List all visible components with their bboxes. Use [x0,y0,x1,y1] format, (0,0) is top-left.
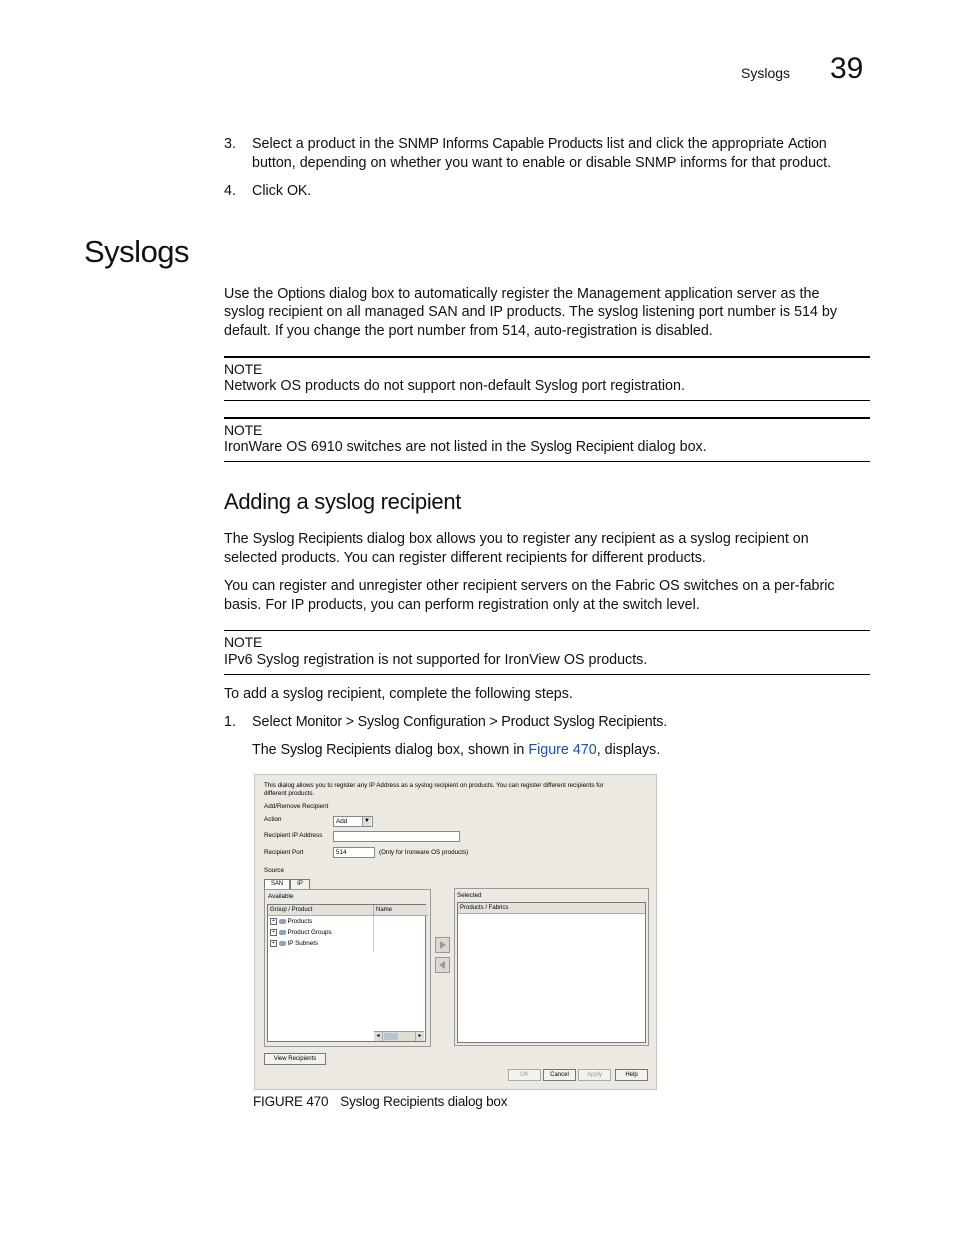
step-1-text: Select Monitor > Syslog Configuration > Product Syslog Recipients. [252,714,668,730]
arrow-right-icon [440,941,446,949]
col-products-fabrics[interactable]: Products / Fabrics [458,903,645,914]
note3-label: NOTE [224,634,263,650]
horizontal-scrollbar[interactable] [374,1031,424,1041]
scroll-left-icon[interactable]: ◂ [374,1032,383,1041]
note2-bottom-rule [224,461,870,462]
note1-bottom-rule [224,400,870,401]
tab-san[interactable]: SAN [264,879,290,890]
group-folder-icon [279,930,286,935]
syslog-recipients-term: Syslog Recipients [252,531,363,547]
step-3-number: 3. [224,136,236,152]
subsection-title: Adding a syslog recipient [224,489,462,514]
scroll-right-icon[interactable]: ▸ [415,1032,424,1041]
menu-path-term: Monitor > Syslog Configuration > Product Syslog Recipients [295,714,664,730]
para1-line2: selected products. You can register different recipients for different products. [224,550,706,566]
apply-button[interactable]: Apply [578,1069,611,1081]
port-hint: (Only for Ironware OS products) [379,849,469,856]
available-tree-table[interactable] [267,904,426,1042]
available-label: Available [268,893,294,900]
arrow-left-icon [439,961,445,969]
note2-label: NOTE [224,422,263,438]
tree-item-ip-subnets[interactable]: + IP Subnets [270,940,318,947]
note3-bottom-rule [224,674,870,675]
column-divider [373,916,374,952]
selected-label: Selected [457,892,482,899]
para2-line2: basis. For IP products, you can perform registration only at the switch level. [224,597,700,613]
figure-470-link[interactable]: Figure 470 [528,742,597,758]
scroll-thumb[interactable] [384,1033,398,1040]
remove-from-selected-button[interactable] [435,957,450,973]
note2-text: IronWare OS 6910 switches are not listed in the Syslog Recipient dialog box. [224,439,707,455]
recipient-port-input[interactable]: 514 [333,847,375,858]
running-header-section: Syslogs [741,65,791,81]
syslog-recipients-dialog [254,774,657,1090]
intro-line2: syslog recipient on all managed SAN and IP products. The syslog listening port number is 514 by [224,304,837,320]
intro-line1: Use the Options dialog box to automatically register the Management application server as the [224,286,820,302]
syslog-recipient-term: Syslog Recipient [530,439,634,455]
figure-caption [253,1094,507,1109]
step-1-number: 1. [224,714,236,730]
expand-icon[interactable]: + [270,929,277,936]
col-group-product[interactable]: Group / Product [268,905,375,916]
ok-button[interactable]: OK [508,1069,541,1081]
steps-intro: To add a syslog recipient, complete the following steps. [224,686,573,702]
add-to-selected-button[interactable] [435,937,450,953]
dialog-description-line1: This dialog allows you to register any IP Address as a syslog recipient on products. You can register different recipients for [264,782,604,789]
view-recipients-button[interactable]: View Recipients [264,1053,326,1065]
subnet-folder-icon [279,941,286,946]
cancel-button[interactable]: Cancel [543,1069,576,1081]
note1-label: NOTE [224,361,263,377]
selected-table[interactable] [457,902,646,1043]
add-remove-group-label: Add/Remove Recipient [264,803,329,810]
step-3-line1: Select a product in the SNMP Informs Capable Products list and click the appropriate Action [252,136,827,152]
action-select[interactable]: Add ▼ [333,816,373,827]
chapter-number: 39 [830,52,864,85]
section-title: Syslogs [84,234,190,269]
recipient-port-label: Recipient Port [264,849,304,856]
source-label: Source [264,867,284,874]
chevron-down-icon: ▼ [362,817,371,826]
recipient-ip-input[interactable] [333,831,460,842]
step-4-text: Click OK. [252,183,312,199]
step-4-number: 4. [224,183,236,199]
tree-item-products[interactable]: + Products [270,918,312,925]
action-term: Action [787,136,827,152]
note1-text: Network OS products do not support non-default Syslog port registration. [224,378,685,394]
expand-icon[interactable]: + [270,940,277,947]
col-name[interactable]: Name [373,905,428,916]
action-label: Action [264,816,282,823]
options-term: Options [277,286,326,302]
available-panel [264,889,431,1047]
dialog-description-line2: different products. [264,790,315,797]
step-1-detail: The Syslog Recipients dialog box, shown in Figure 470, displays. [252,742,661,758]
product-folder-icon [279,919,286,924]
note2-top-rule [224,417,870,419]
note3-text: IPv6 Syslog registration is not supported for IronView OS products. [224,652,648,668]
selected-panel [454,888,649,1046]
figure-caption-text: Syslog Recipients dialog box [340,1094,508,1109]
expand-icon[interactable]: + [270,918,277,925]
note3-top-rule [224,630,870,631]
tab-ip[interactable]: IP [290,879,310,890]
step-3-line2: button, depending on whether you want to enable or disable SNMP informs for that product. [252,155,832,171]
intro-line3: default. If you change the port number from 514, auto-registration is disabled. [224,323,713,339]
ok-term: OK [286,183,308,199]
tree-item-product-groups[interactable]: + Product Groups [270,929,332,936]
note1-top-rule [224,356,870,358]
recipient-ip-label: Recipient IP Address [264,832,323,839]
para1-line1: The Syslog Recipients dialog box allows you to register any recipient as a syslog recipient on [224,531,809,547]
figure-caption-label: FIGURE 470 [253,1094,329,1109]
help-button[interactable]: Help [615,1069,648,1081]
snmp-informs-term: SNMP Informs Capable Products [398,136,603,152]
syslog-recipients-term-2: Syslog Recipients [280,742,391,758]
para2-line1: You can register and unregister other recipient servers on the Fabric OS switches on a per-fabric [224,578,835,594]
